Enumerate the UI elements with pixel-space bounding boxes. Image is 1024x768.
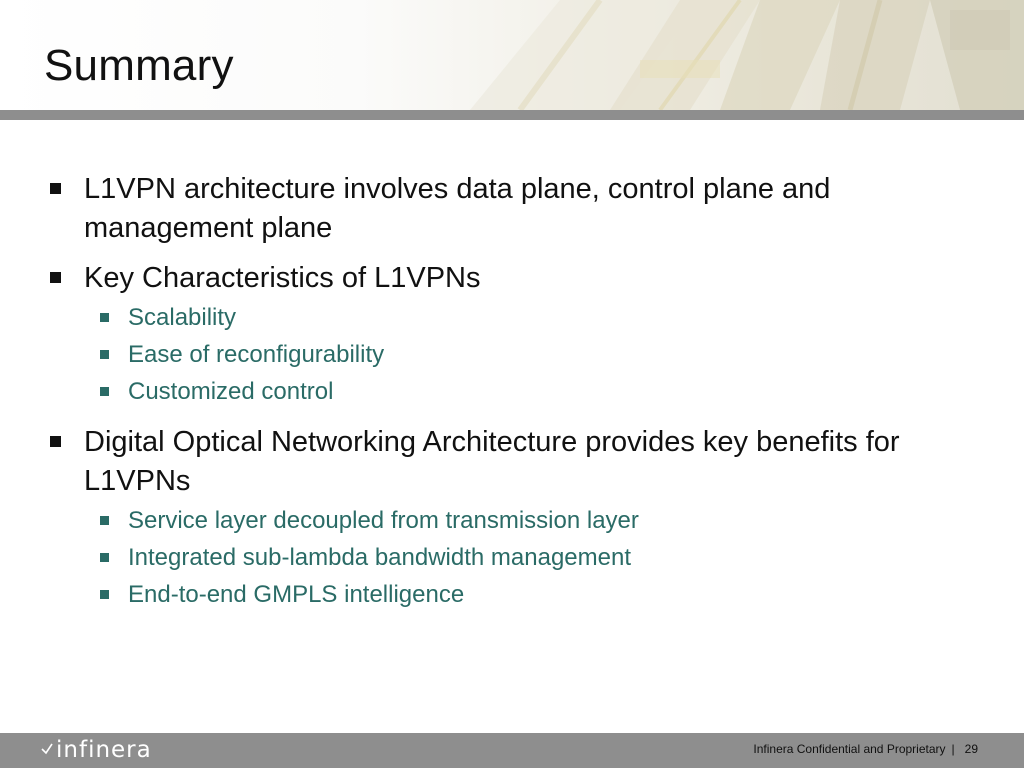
bullet-text: L1VPN architecture involves data plane, control plane and management plane [84, 173, 831, 244]
sub-bullet-item [98, 340, 978, 370]
square-bullet-icon [50, 272, 61, 283]
logo-text: infinera [56, 737, 152, 763]
square-bullet-icon [100, 387, 109, 396]
sub-bullet-text: Customized control [128, 378, 334, 405]
bullet-item [48, 423, 978, 501]
slide-title: Summary [44, 41, 234, 90]
square-bullet-icon [100, 590, 109, 599]
sub-bullet-text: Service layer decoupled from transmission layer [128, 507, 639, 534]
square-bullet-icon [100, 350, 109, 359]
sub-bullet-text: Ease of reconfigurability [128, 341, 385, 368]
square-bullet-icon [50, 183, 61, 194]
company-logo [40, 735, 152, 765]
sub-bullet-item [98, 377, 978, 407]
square-bullet-icon [50, 436, 61, 447]
sub-bullet-text: Scalability [128, 304, 237, 331]
square-bullet-icon [100, 553, 109, 562]
bullet-text: Key Characteristics of L1VPNs [84, 262, 481, 294]
footer-bar [0, 733, 1024, 768]
title-banner [0, 0, 1024, 110]
logo-checkmark-icon [40, 742, 54, 756]
sub-bullet-item [98, 580, 978, 610]
footer-info [753, 742, 978, 756]
footer-separator: | [951, 742, 955, 756]
square-bullet-icon [100, 313, 109, 322]
bullet-item [48, 259, 978, 298]
sub-bullet-item [98, 506, 978, 536]
square-bullet-icon [100, 516, 109, 525]
sub-bullet-text: End-to-end GMPLS intelligence [128, 581, 465, 608]
sub-bullet-item [98, 543, 978, 573]
sub-bullet-item [98, 303, 978, 333]
page-number: 29 [964, 742, 978, 756]
bullet-item [48, 170, 978, 248]
sub-bullet-text: Integrated sub-lambda bandwidth management [128, 544, 631, 571]
bullet-text: Digital Optical Networking Architecture provides key benefits for L1VPNs [84, 426, 900, 497]
confidential-notice: Infinera Confidential and Proprietary [753, 742, 946, 756]
title-divider [0, 110, 1024, 120]
